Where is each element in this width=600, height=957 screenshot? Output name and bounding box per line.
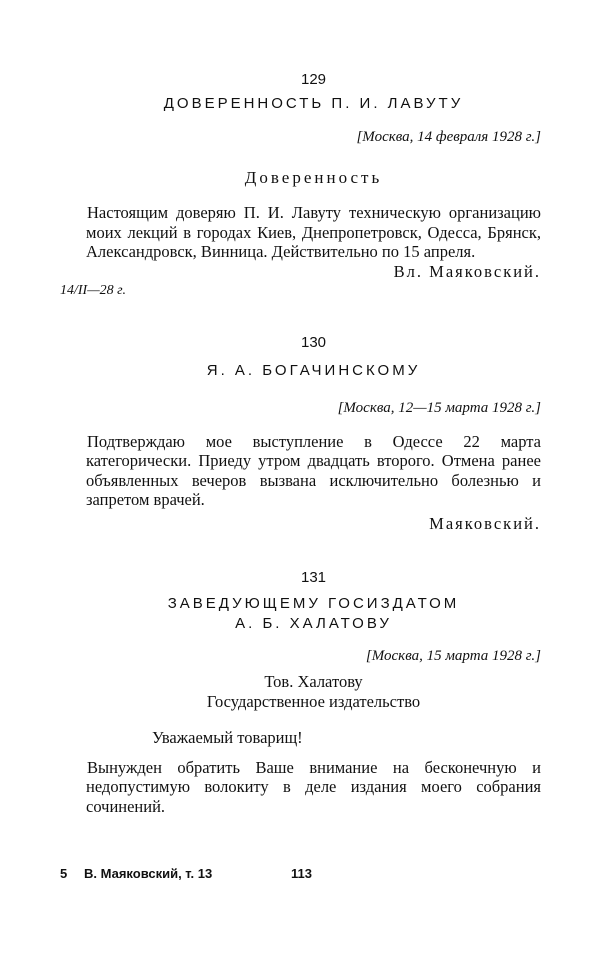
letter-date: [Москва, 15 марта 1928 г.]	[365, 647, 541, 664]
signature: Вл. Маяковский.	[393, 261, 541, 281]
paragraph: Вынужден обратить Ваше внимание на бесконечную и недопустимую волокиту в деле издания моего собрания сочинений.	[86, 757, 541, 816]
document-subtitle: Доверенность	[244, 168, 383, 187]
letter-title: Я. А. БОГАЧИНСКОМУ	[206, 361, 421, 379]
letter-title: ДОВЕРЕННОСТЬ П. И. ЛАВУТУ	[163, 95, 464, 112]
signature-mark: 5	[60, 866, 68, 881]
signature: Маяковский.	[429, 513, 541, 533]
signature-text: В. Маяковский, т. 13	[84, 866, 213, 881]
sign-date: 14/II—28 г.	[60, 282, 126, 298]
page-content	[60, 60, 541, 816]
address-line: Государственное издательство	[206, 691, 421, 711]
letter-number: 130	[300, 333, 327, 351]
page-number: 113	[291, 866, 312, 881]
letter-body	[86, 758, 541, 817]
letter-body	[86, 203, 541, 262]
letter-title-line1: ЗАВЕДУЮЩЕМУ ГОСИЗДАТОМ	[167, 594, 460, 612]
paragraph: Подтверждаю мое выступление в Одессе 22 марта категорически. Приеду утром двадцать второго. Отмена ранее объявленных вечеров вызвана исключительно болезнью и запретом врачей.	[86, 431, 541, 509]
letter-date: [Москва, 12—15 марта 1928 г.]	[337, 399, 541, 416]
greeting: Уважаемый товарищ!	[152, 727, 303, 747]
letter-number: 131	[300, 568, 327, 586]
address-line: Тов. Халатову	[264, 671, 363, 691]
letter-number: 129	[300, 71, 327, 88]
letter-date: [Москва, 14 февраля 1928 г.]	[356, 129, 541, 145]
letter-body	[86, 432, 541, 510]
letter-title-line2: А. Б. ХАЛАТОВУ	[235, 614, 392, 632]
paragraph: Настоящим доверяю П. И. Лавуту техническую организацию моих лекций в городах Киев, Днепропетровск, Одесса, Брянск, Александровск, Винница. Действительно по 15 апреля.	[86, 203, 541, 261]
